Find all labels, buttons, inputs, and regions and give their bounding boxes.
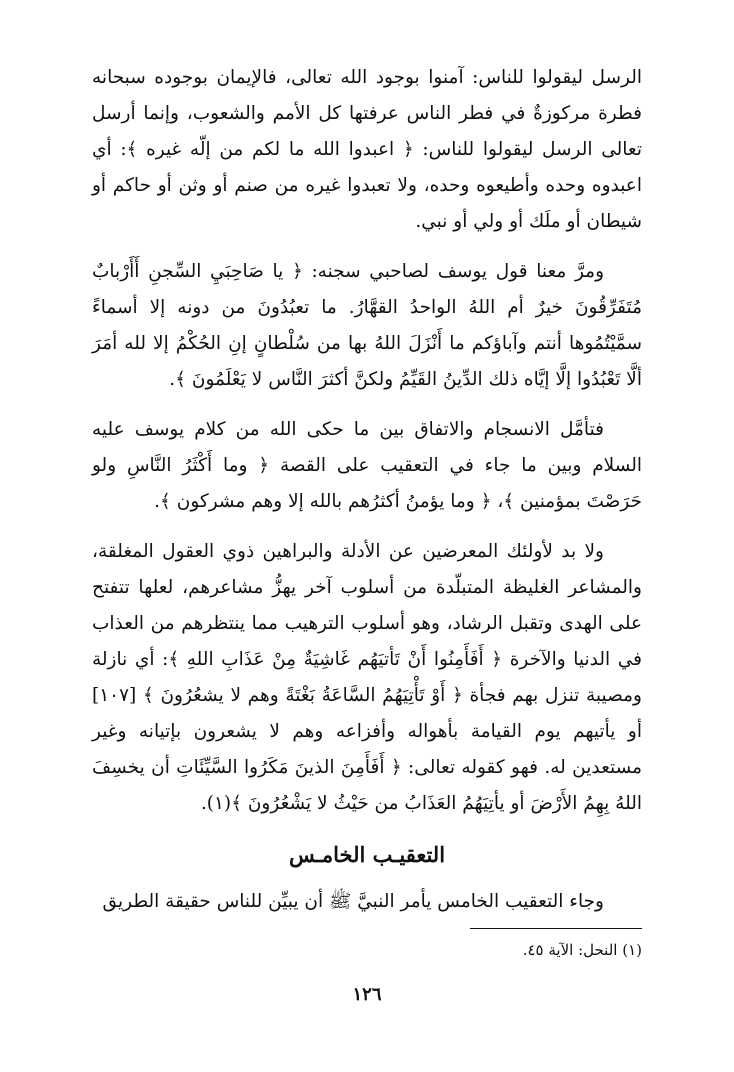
footnote: (١) النحل: الآية ٤٥. xyxy=(522,941,642,959)
paragraph-1: الرسل ليقولوا للناس: آمنوا بوجود الله تعالى، فالإيمان بوجوده سبحانه فطرة مركوزةٌ في فطر الناس عرفتها كل الأمم والشعوب، وإنما أرسل تعالى الرسل ليقولوا للناس: ﴿ اعبدوا الله ما لكم من إلّه غيره ﴾: أي اعبدوه وحده وأطيعوه وحده، ولا تعبدوا غيره من صنم أو وثن أو حاكم أو شيطان أو ملَك أو ولي أو نبي. xyxy=(92,67,642,232)
page-body xyxy=(92,60,642,920)
paragraph-gap xyxy=(92,398,642,412)
footnote-divider xyxy=(470,928,642,929)
paragraph-4: ولا بد لأولئك المعرضين عن الأدلة والبراهين ذوي العقول المغلقة، والمشاعر الغليظة المتبلّدة من أسلوب آخر يهزُّ مشاعرهم، لعلها تتفتح على الهدى وتقبل الرشاد، وهو أسلوب الترهيب مما ينتظرهم من العذاب في الدنيا والآخرة ﴿ أَفَأَمِنُوا أَنْ تَأتيَهُم غَاشِيَةٌ مِنْ عَذَابِ اللهِ ﴾: أي نازلة ومصيبة تنزل بهم فجأة ﴿ أَوْ تَأْتِيَهُمُ السَّاعَةُ بَغْتَةً وهم لا يشعُرُونَ ﴾ [١٠٧] أو يأتيهم يوم القيامة بأهواله وأفزاعه وهم لا يشعرون بإتيانه وغير مستعدين له. فهو كقوله تعالى: ﴿ أَفَأَمِنَ الذينَ مَكَرُوا السَّيِّئَاتِ أن يخسِفَ اللهُ بِهِمُ الأَرْضَ أو يأتِيَهُمُ العَذَابُ من حَيْثُ لا يَشْعُرُونَ ﴾(١). xyxy=(92,541,642,814)
closing-paragraph: وجاء التعقيب الخامس يأمر النبيَّ ﷺ أن يبيِّن للناس حقيقة الطريق xyxy=(102,891,604,912)
paragraph-2: ومرَّ معنا قول يوسف لصاحبي سجنه: ﴿ يا صَاحِبَيِ السِّجنِ أَأَرْبابٌ مُتَفَرِّقُونَ خيرٌ أم اللهُ الواحدُ القهَّارُ. ما تعبُدُونَ من دونه إلا أسماءً سمَّيْتُمُوها أنتم وآباؤكم ما أَنْزَلَ اللهُ بها من سُلْطانٍ إنِ الحُكْمُ إلا لله أمَرَ ألَّا تَعْبُدُوا إلَّا إيَّاه ذلك الدِّينُ القَيِّمُ ولكنَّ أكثرَ النَّاس لا يَعْلَمُونَ ﴾. xyxy=(92,261,642,390)
page-number: ١٢٦ xyxy=(352,984,382,1005)
paragraph-gap xyxy=(92,520,642,534)
section-heading: التعقيـب الخامـس xyxy=(288,842,446,867)
paragraph-gap xyxy=(92,240,642,254)
paragraph-3: فتأمَّل الانسجام والاتفاق بين ما حكى الله من كلام يوسف عليه السلام وبين ما جاء في التعقيب على القصة ﴿ وما أَكْثَرُ النَّاسِ ولو حَرَصْتَ بمؤمنين ﴾، ﴿ وما يؤمنُ أكثرُهم بالله إلا وهم مشركون ﴾. xyxy=(92,419,642,512)
